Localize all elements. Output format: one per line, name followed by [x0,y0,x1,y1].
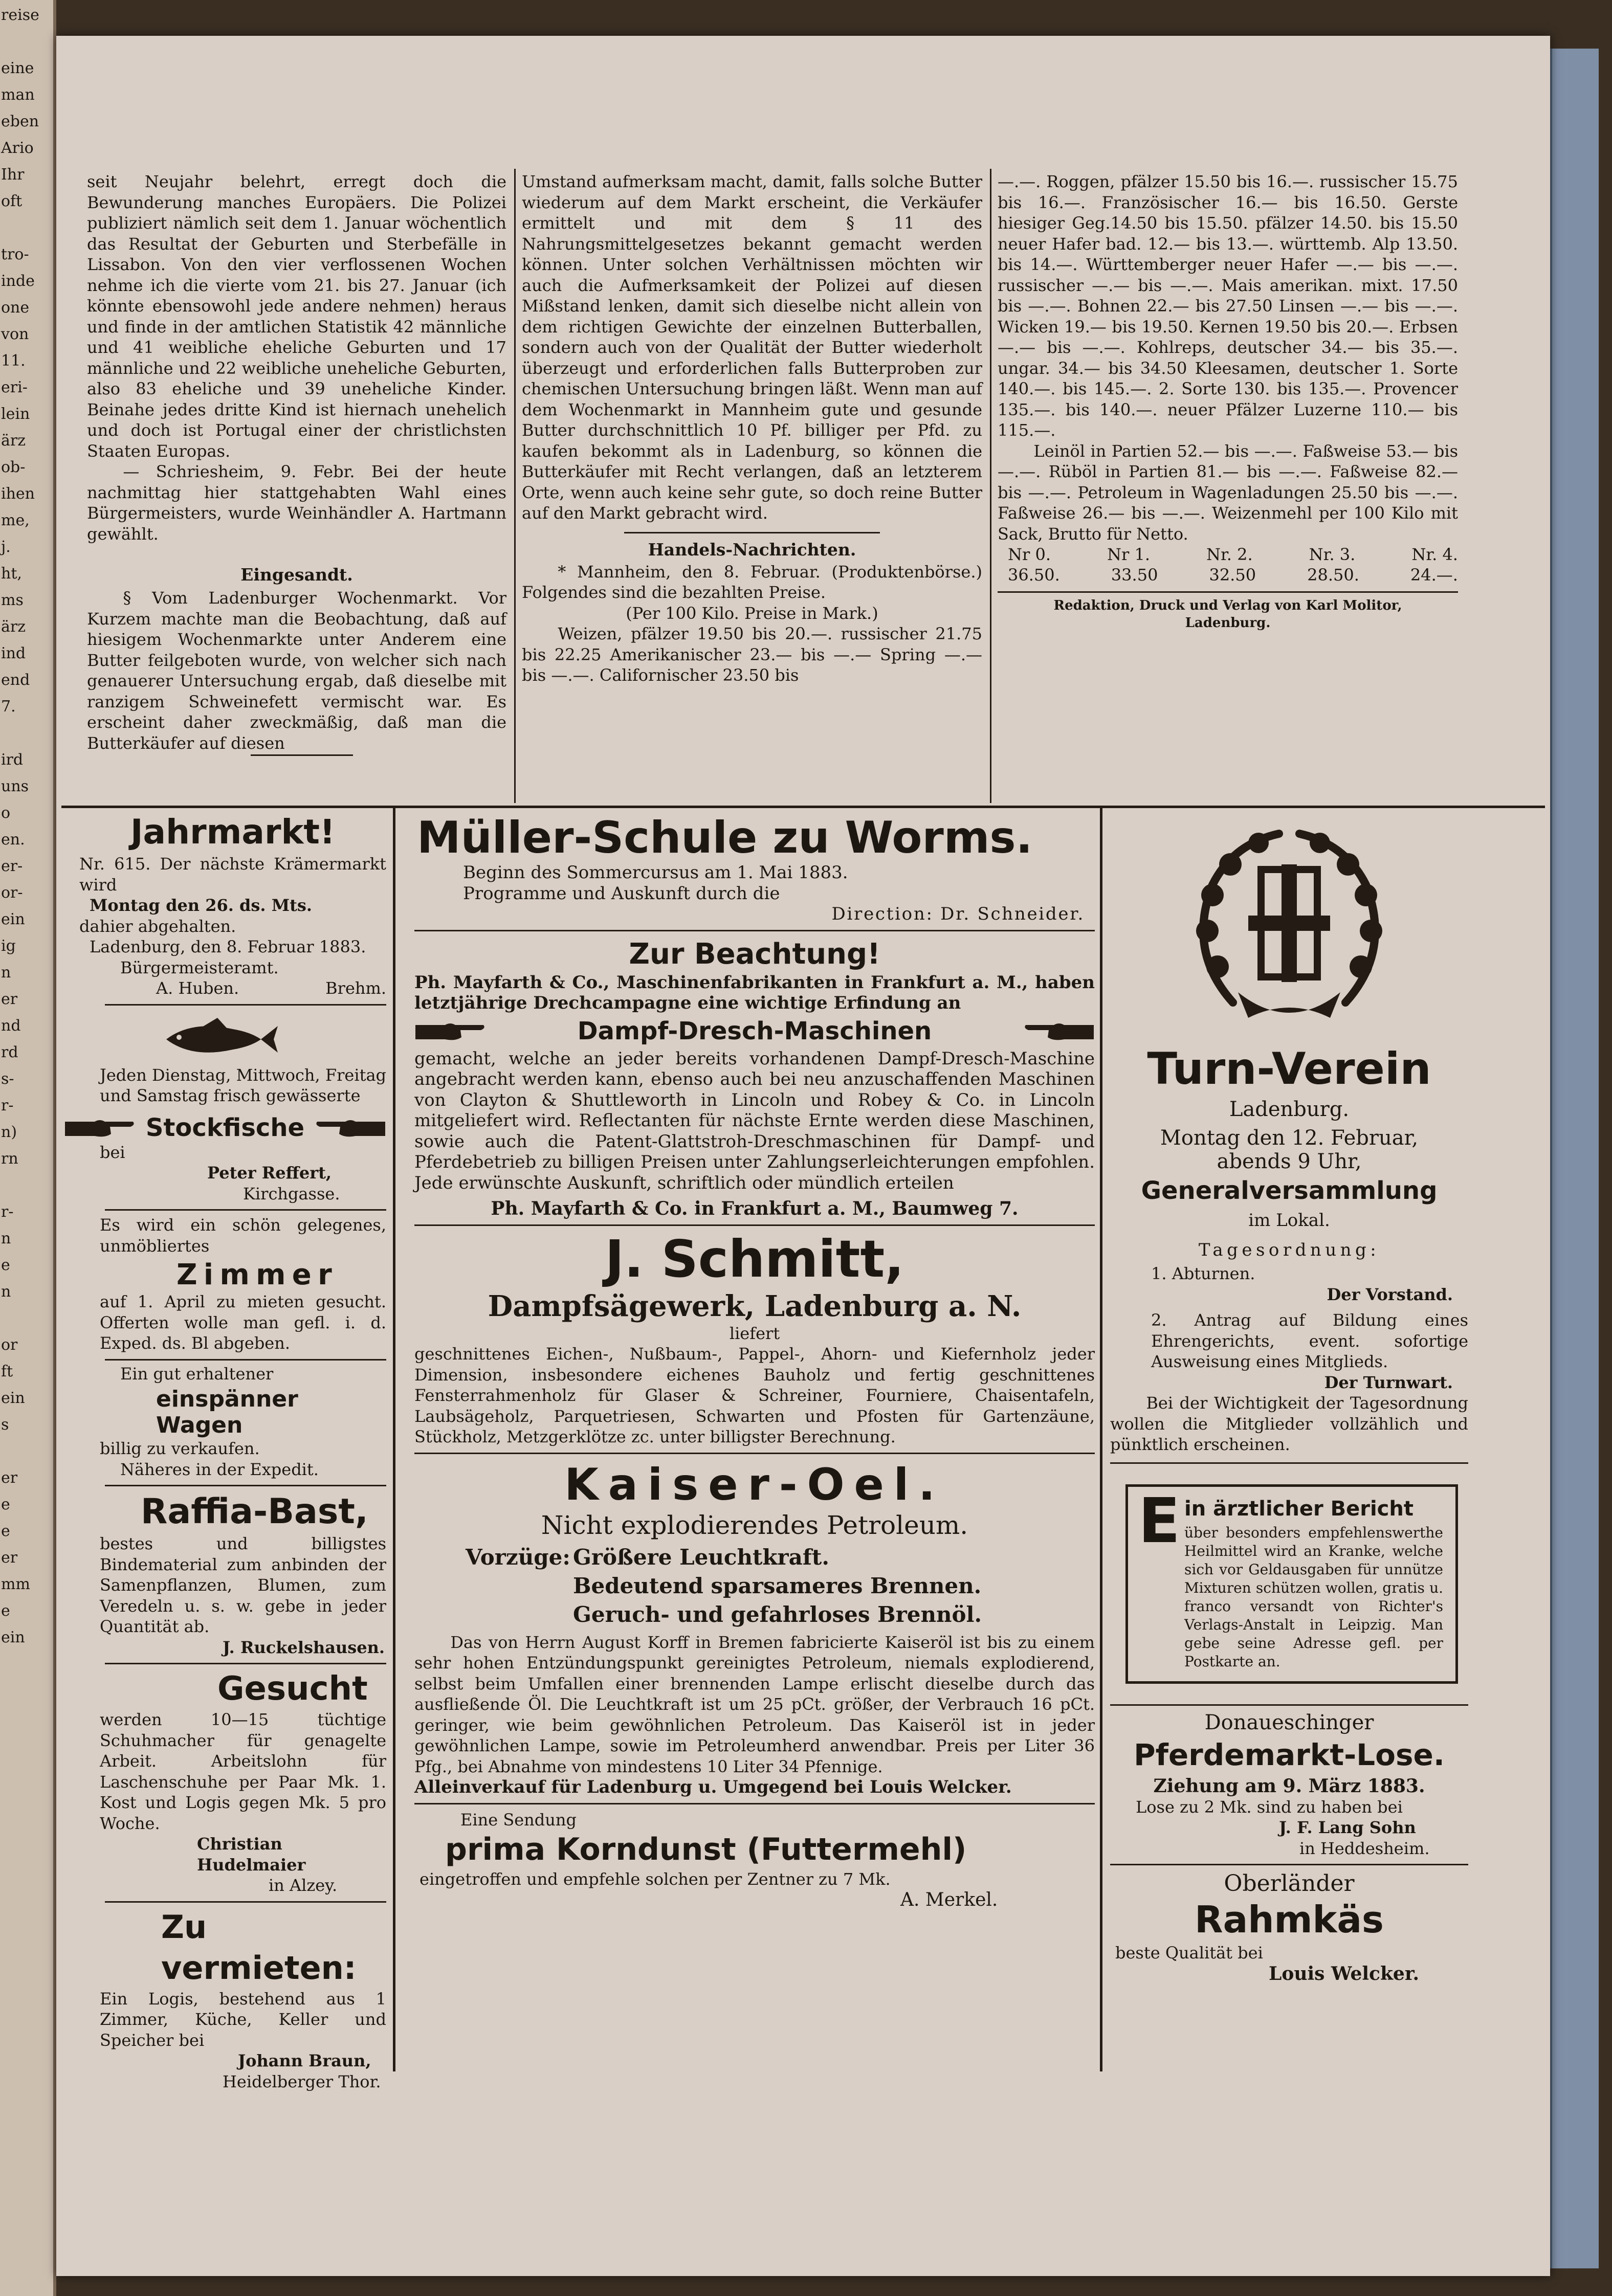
kaiser-sign: Alleinverkauf für Ladenburg u. Umgegend bei Louis Welcker. [414,1777,1012,1797]
page-binding [1550,49,1599,2268]
raffia-sign: J. Ruckelshausen. [223,1637,385,1657]
flour-value: 33.50 [1111,565,1158,585]
schule-line1: Beginn des Sommercursus am 1. Mai 1883. [463,862,848,883]
kaiser-v-label: Vorzüge: [466,1544,570,1570]
turn-agenda: Tagesordnung: [1198,1240,1380,1260]
pointing-hand-left-icon [1023,1020,1095,1042]
ads-left [54,811,386,2092]
weizen-prices: Weizen, pfälzer 19.50 bis 20.—. russischer 21.75 bis 22.25 Amerikanischer 23.— bis —.— Spring —.— bis —.—. Californischer 23.50 bis [522,624,982,685]
turn-note: Bei der Wichtigkeit der Tagesordnung wollen die Mitglieder vollzählich und pünktlich erscheinen. [1110,1393,1468,1454]
schmitt-liefert: liefert [729,1323,780,1343]
eingesandt-heading: Eingesandt. [240,565,353,585]
kaiser-features [414,1543,1095,1629]
fish-seller: Peter Reffert, [207,1163,332,1183]
kaiser-feature: Geruch- und gefahrloses Brennöl. [573,1601,982,1627]
flour-value: 36.50. [1008,565,1060,585]
raffia-title: Raffia-Bast, [141,1491,368,1532]
flour-value: 32.50 [1209,565,1256,585]
rahm-pre: Oberländer [1224,1870,1355,1897]
flour-header: Nr. 2. [1206,545,1253,564]
jahrmarkt-office: Bürgermeisteramt. [120,957,279,977]
pointing-hand-right-icon [64,1117,136,1139]
flour-header: Nr. 4. [1411,545,1458,564]
beachtung-text2: gemacht, welche an jeder bereits vorhandenen Dampf-Dresch-Maschine angebracht werden kann, ebenso auch bei neu anzuschaffenden Maschinen von Clayton & Shuttleworth in Lincoln und Robey & Co. in Lincoln mitgeliefert wird. Reflectanten für nächste Ernte werden diese Maschinen, sowie auch die Patent-Glattstroh-Dreschmaschinen für Dampf- und Pferdebetrieb zu billigen Preisen unter Zahlungserleichterungen empfohlen. Jede erwünschte Auskunft, schriftlich oder mündlich erteilen [414,1048,1095,1193]
divider [1110,1864,1468,1865]
schmitt-title: J. Schmitt, [605,1229,904,1289]
turn-time: abends 9 Uhr, [1217,1150,1362,1173]
kaiser-feature: Größere Leuchtkraft. [573,1544,829,1570]
fish-text: Jeden Dienstag, Mittwoch, Freitag und Samstag frisch gewässerte [100,1065,386,1105]
jahrmarkt-title: Jahrmarkt! [130,812,336,852]
divider [414,1803,1095,1804]
zimmer-title: Zimmer [176,1258,339,1291]
bericht-initial: E [1138,1485,1180,1557]
flour-header: Nr 0. [1008,545,1051,564]
zimmer-pre: Es wird ein schön gelegenes, unmöbliertes [100,1215,386,1256]
schule-line2: Programme und Auskunft durch die [463,883,780,904]
korn-title: prima Korndunst (Futtermehl) [445,1832,967,1867]
edge-fragments: reise eine man eben Ario Ihr oft tro- inde one von 11. eri- lein ärz ob- ihen me, j. ht, ms ärz ind end 7. ird uns o en. er- or- ein ig n er nd rd s- r- n) rn r- n e n or ft ein s er e e er mm e ein [1,6,39,1646]
turn-event: Generalversammlung [1141,1176,1438,1205]
bericht-box [1125,1484,1458,1684]
schmitt-text: geschnittenes Eichen-, Nußbaum-, Pappel-, Ahorn- und Kiefernholz jeder Dimension, insbesondere eichenes Bauholz und fertig geschnittenes Fensterrahmenholz für Glaser & Schreiner, Fourniere, Chaisentafeln, Laubsägeholz, Parquetriesen, Schwarten und Pfosten für Gartenzäune, Stückholz, Metzgerklötze zc. unter billigster Berechnung. [414,1344,1095,1446]
beachtung-title: Zur Beachtung! [629,937,880,971]
kaiser-feature: Bedeutend sparsameres Brennen. [573,1573,982,1598]
turn-sign1: Der Vorstand. [1327,1284,1453,1304]
lose-pre: Donaueschinger [1204,1710,1374,1734]
divider [414,930,1095,931]
turn-item1: 1. Abturnen. [1151,1264,1255,1283]
flour-header: Nr 1. [1107,545,1150,564]
kaiser-sub: Nicht explodierendes Petroleum. [541,1510,968,1540]
flour-value: 28.50. [1307,565,1359,585]
korn-pre: Eine Sendung [460,1810,577,1830]
wagen-title: einspänner Wagen [156,1386,298,1438]
flour-value-row [998,565,1458,585]
turn-place: Ladenburg. [1229,1098,1350,1121]
turnverein-emblem-icon [1177,818,1402,1033]
divider [1110,1462,1468,1464]
imprint: Redaktion, Druck und Verlag von Karl Molitor, Ladenburg. [1053,598,1402,631]
divider [414,1224,1095,1226]
rahm-title: Rahmkäs [1195,1898,1384,1941]
divider [105,1663,386,1664]
previous-page-edge [0,0,56,2296]
jahrmarkt-date: Montag den 26. ds. Mts. [90,896,313,915]
schule-line3: Direction: Dr. Schneider. [831,904,1085,924]
divider [105,1359,386,1361]
column-rule [990,169,991,803]
wagen-pre: Ein gut erhaltener [120,1364,274,1384]
fish-icon [156,1014,279,1065]
beachtung-sign: Ph. Mayfarth & Co. in Frankfurt a. M., Baumweg 7. [491,1198,1019,1219]
ads-right [1110,818,1468,1984]
beachtung-text1: Ph. Mayfarth & Co., Maschinenfabrikanten in Frankfurt a. M., haben letztjährige Drechcampagne eine wichtige Erfindung an [414,972,1095,1013]
kaiser-title: Kaiser-Oel. [564,1459,945,1510]
stockfische-title: Stockfische [145,1113,305,1142]
korn-text: eingetroffen und empfehle solchen per Zentner zu 7 Mk. [419,1869,891,1889]
rahm-sign: Louis Welcker. [1269,1963,1420,1985]
butter-article-cont: Umstand aufmerksam macht, damit, falls solche Butter wiederum auf dem Markt erscheint, die Verkäufer ermittelt und mit dem § 11 des Nahrungsmittelgesetzes bekannt gemacht werden können. Unter solchen Verhältnissen möchten wir auch die Aufmerksamkeit der Polizei auf diesen Mißstand lenken, damit sich dieselbe nicht allein von dem richtigen Gewichte der einzelnen Butterballen, sondern auch von der Qualität der Butter wiederholt überzeugt und erforderlichen falls Butterproben zur chemischen Untersuchung bringen läßt. Wenn man auf dem Wochenmarkt in Mannheim gute und gesunde Butter durchschnittlich 10 Pf. billiger per Pfd. zu kaufen bekommt als in Ladenburg, so können die Butterkäufer mit Recht verlangen, daß an letzterem Orte, wenn auch keine sehr gute, so doch reine Butter auf den Markt gebracht wird. [522,172,982,523]
turn-title: Turn-Verein [1147,1043,1431,1095]
price-unit-note: (Per 100 Kilo. Preise in Mark.) [626,603,878,623]
fish-at: bei [100,1142,125,1162]
pointing-hand-right-icon [414,1020,486,1042]
gesucht-place: in Alzey. [269,1876,338,1895]
jahrmarkt-text2: dahier abgehalten. [79,916,236,936]
column-rule [1100,808,1102,2071]
turn-date: Montag den 12. Februar, [1160,1126,1419,1150]
schriesheim-article: — Schriesheim, 9. Febr. Bei der heute nachmittag hier stattgehabten Wahl eines Bürgermeisters, wurde Weinhändler A. Hartmann gewählt. [87,462,506,544]
handels-heading: Handels-Nachrichten. [648,539,856,560]
vermieten-place: Heidelberger Thor. [223,2071,381,2091]
divider [998,591,1458,593]
news-column-1 [87,171,506,753]
oil-prices: Leinöl in Partien 52.— bis —.—. Faßweise 53.— bis —.—. Rüböl in Partien 81.— bis —.—. Faßweise 82.— bis —.—. Petroleum in Wagenladungen 25.50 bis —.—. Faßweise 26.— bis —.—. Weizenmehl per 100 Kilo mit Sack, Brutto für Netto. [998,441,1458,544]
wagen-text2: Näheres in der Expedit. [120,1459,319,1479]
stockfische-row [54,1113,386,1142]
mannheim-report: * Mannheim, den 8. Februar. (Produktenbörse.) Folgendes sind die bezahlten Preise. [522,562,982,602]
column-rule [393,808,395,2071]
signature-right: Brehm. [325,978,386,998]
column-rule [514,169,516,803]
gesucht-text: werden 10—15 tüchtige Schuhmacher für genagelte Arbeit. Arbeitslohn für Laschenschuhe per Paar Mk. 1. Kost und Logis gegen Mk. 5 pro Woche. [100,1710,386,1833]
turn-loc: im Lokal. [1248,1210,1330,1231]
lisbon-article: seit Neujahr belehrt, erregt doch die Bewunderung manches Europäers. Die Polizei publiziert nämlich seit dem 1. Januar wöchentlich das Resultat der Geburten und Sterbefälle in Lissabon. Von den vier verflossenen Wochen nehme ich die vierte vom 21. bis 27. Januar (ich könnte ebensowohl jede andere nehmen) heraus und finde in der amtlichen Statistik 42 männliche und 41 weibliche eheliche Geburten und 17 männliche und 22 weibliche uneheliche Geburten, also 83 eheliche und 39 uneheliche Kinder. Beinahe jedes dritte Kind ist hiernach unehelich und doch ist Portugal einer der christlichsten Staaten Europas. [87,172,506,461]
bericht-title: in ärztlicher Bericht [1184,1497,1414,1521]
schmitt-sub: Dampfsägewerk, Ladenburg a. N. [488,1289,1022,1323]
korn-sign: A. Merkel. [900,1889,998,1910]
rahm-text: beste Qualität bei [1115,1943,1263,1963]
wagen-text: billig zu verkaufen. [100,1439,260,1458]
pointing-hand-left-icon [315,1117,386,1139]
jahrmarkt-signature [54,978,386,999]
jahrmarkt-place: Ladenburg, den 8. Februar 1883. [90,937,366,956]
divider [1110,1704,1468,1706]
lose-sign: J. F. Lang Sohn [1279,1818,1416,1837]
gesucht-title: Gesucht [217,1670,368,1708]
divider [105,1209,386,1211]
divider [105,1004,386,1006]
lose-place: in Heddesheim. [1299,1838,1430,1858]
divider [251,754,353,756]
vermieten-text: Ein Logis, bestehend aus 1 Zimmer, Küche, Keller und Speicher bei [100,1989,386,2050]
dresch-title: Dampf-Dresch-Maschinen [577,1016,932,1045]
jahrmarkt-text: Nr. 615. Der nächste Krämermarkt wird [79,854,386,895]
raffia-text: bestes und billigstes Bindematerial zum anbinden der Samenpflanzen, Blumen, zum Veredeln u. s. w. gebe in jeder Quantität ab. [100,1534,386,1636]
wochenmarkt-article: § Vom Ladenburger Wochenmarkt. Vor Kurzem machte man die Beobachtung, daß auf hiesigem Wochenmarkte unter Anderem eine Butter feilgeboten wurde, von welcher sich nach genauerer Untersuchung ergab, daß dieselbe mit ranzigem Schweinefett vermischt war. Es erscheint daher zweckmäßig, daß man die Butterkäufer auf diesen [87,588,506,753]
zimmer-text: auf 1. April zu mieten gesucht. Offerten wolle man gefl. i. d. Exped. ds. Bl abgeben. [100,1292,386,1353]
bericht-text: über besonders empfehlenswerthe Heilmittel wird an Kranke, welche sich vor Geldausgaben für unnütze Mixturen schützen wollen, gratis u. franco versandt von Richter's Verlags-Anstalt in Leipzig. Man gebe seine Adresse gefl. per Postkarte an. [1184,1524,1443,1670]
vermieten-title: Zu vermieten: [161,1908,357,1987]
news-column-3 [998,171,1458,632]
fish-place: Kirchgasse. [243,1184,340,1203]
turn-item2: 2. Antrag auf Bildung eines Ehrengerichts, event. sofortige Ausweisung eines Mitglieds. [1151,1310,1468,1371]
schule-title: Müller-Schule zu Worms. [417,812,1033,863]
flour-header: Nr. 3. [1309,545,1356,564]
divider [105,1485,386,1486]
kaiser-feature-list [573,1543,982,1629]
signature-left: A. Huben. [156,978,239,998]
section-rule [61,806,1545,808]
divider [414,1453,1095,1454]
lose-price: Lose zu 2 Mk. sind zu haben bei [1136,1797,1403,1817]
news-column-2 [522,171,982,686]
kaiser-text: Das von Herrn August Korff in Bremen fabricierte Kaiseröl ist bis zu einem sehr hohen Entzündungspunkt gereinigtes Petroleum, niemals explodierend, selbst beim Umfallen einer brennenden Lampe erlischt dieselbe durch das ausfließende Öl. Die Leuchtkraft ist um 25 pCt. größer, der Verbrauch 16 pCt. geringer, wie beim gewöhnlichen Petroleum. Das Kaiseröl ist in jeder gewöhnlichen Lampe, sowie im Petroleumherd anwendbar. Preis per Liter 36 Pfg., bei Abnahme von mindestens 10 Liter 34 Pfennige. [414,1632,1095,1776]
ads-center [414,813,1095,1910]
lose-title: Pferdemarkt-Lose. [1134,1737,1445,1772]
dresch-row [414,1017,1095,1045]
grain-prices: —.—. Roggen, pfälzer 15.50 bis 16.—. russischer 15.75 bis 16.—. Französischer 16.— bis 16.50. Gerste hiesiger Geg.14.50 bis 15.50. pfälzer 14.50. bis 15.50 neuer Hafer bad. 12.— bis 13.—. württemb. Alp 13.50. bis 14.—. Württemberger neuer Hafer —.— bis —.—. russischer —.— bis —.—. Mais amerikan. mixt. 17.50 bis —.—. Bohnen 22.— bis 27.50 Linsen —.— bis —.—. Wicken 19.— bis 19.50. Kernen 19.50 bis 20.—. Erbsen —.— bis —.—. Kohlreps, deutscher 34.— bis 35.—. ungar. 34.— bis 34.50 Kleesamen, deutscher 1. Sorte 140.—. bis 145.—. 2. Sorte 130. bis 135.—. Provencer 135.—. bis 140.—. neuer Pfälzer Luzerne 110.— bis 115.—. [998,172,1458,440]
flour-value: 24.—. [1410,565,1458,585]
vermieten-sign: Johann Braun, [238,2051,371,2070]
divider [624,532,880,533]
divider [105,1901,386,1903]
gesucht-sign: Christian Hudelmaier [197,1834,306,1875]
flour-header-row [998,544,1458,565]
turn-sign2: Der Turnwart. [1324,1372,1453,1392]
lose-date: Ziehung am 9. März 1883. [1153,1775,1425,1797]
